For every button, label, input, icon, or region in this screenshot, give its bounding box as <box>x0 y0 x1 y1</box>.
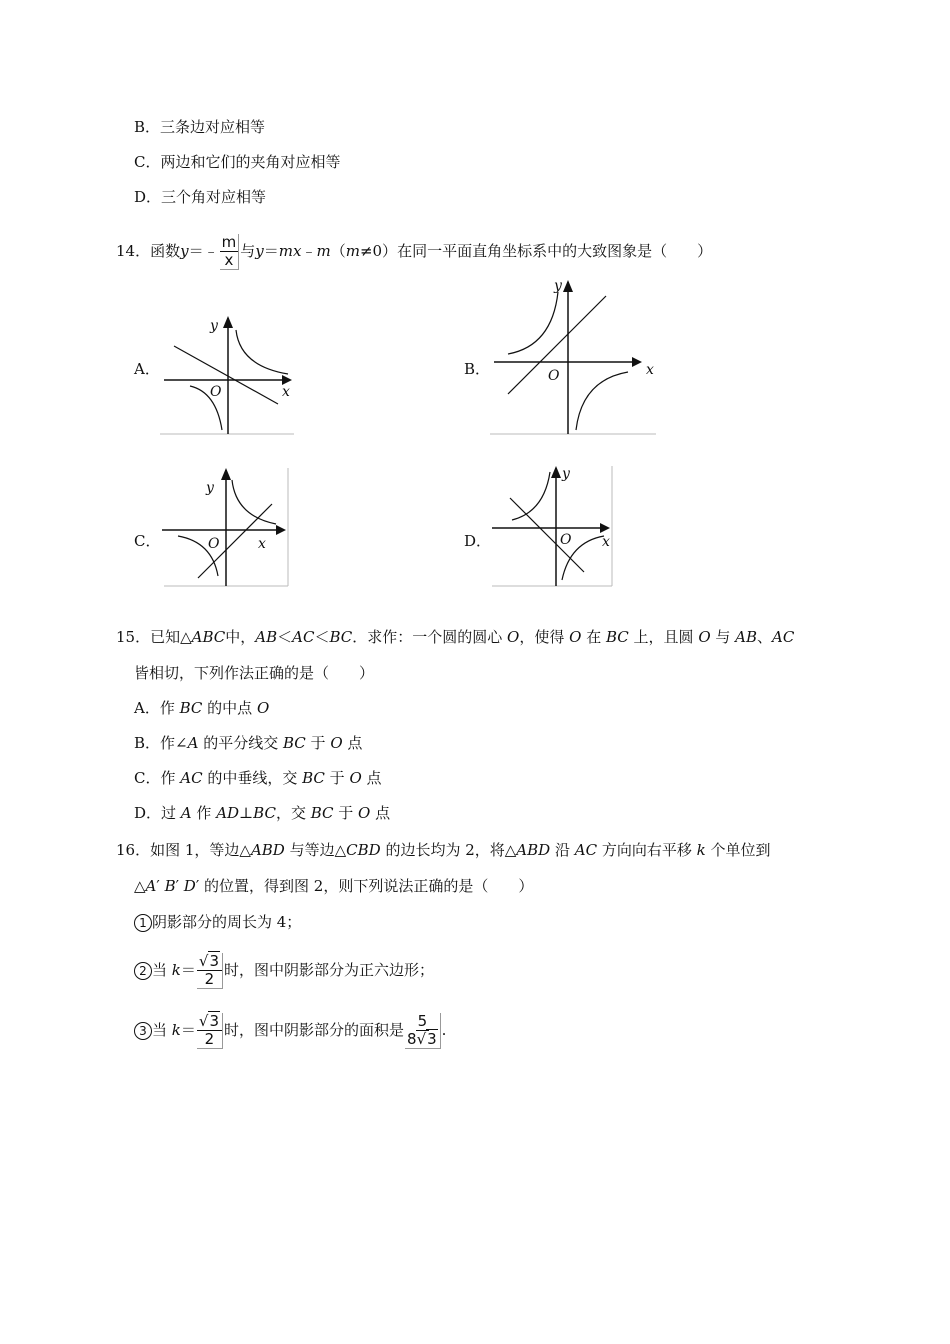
circled-number-1: 1 <box>134 914 152 932</box>
math-variable: AB <box>255 628 278 646</box>
q13-option-b: B．三条边对应相等 <box>134 118 266 136</box>
text-run: 、 <box>757 628 773 646</box>
text-run: 沿 <box>550 841 575 859</box>
q16-statement-3: 3 当 k＝ $\frac{√3}{2}$ 时，图中阴影部分的面积是 $\frac{5}{8√3}$ . <box>134 1012 446 1049</box>
q15-stem-line2: 皆相切，下列作法正确的是（ ） <box>134 664 375 682</box>
text-run: ⊥ <box>239 804 254 822</box>
graph-d-y-label: y <box>562 466 570 482</box>
text-run: 中， <box>225 628 256 646</box>
math-variable: BC <box>179 699 203 717</box>
circled-number-3: 3 <box>134 1022 152 1040</box>
graph-c-hyperbola-upper <box>232 480 276 524</box>
text-run: ，使得 <box>519 628 570 646</box>
graph-c-y-arrow <box>221 468 231 480</box>
math-variable: BC <box>605 628 629 646</box>
text-run: 的边长均为 2，将△ <box>380 841 517 859</box>
text-run: ．求作：一个圆的圆心 <box>352 628 508 646</box>
text-run: 与 <box>710 628 736 646</box>
q14-fraction: $\frac{m}{x}$ <box>220 234 240 270</box>
text-run: ＜ <box>277 628 293 646</box>
math-variable: BC <box>253 804 276 822</box>
graph-d-y-arrow <box>551 466 561 478</box>
circled-number-2: 2 <box>134 962 152 980</box>
math-variable: O <box>507 628 520 646</box>
graph-d-origin: O <box>560 532 572 548</box>
math-variable: AC <box>574 841 598 859</box>
math-variable: D <box>183 877 196 895</box>
q16-s3-answer-fraction: $\frac{5}{8√3}$ <box>405 1013 441 1049</box>
q14-graph-a <box>160 310 300 436</box>
q16-statement-2: 2 当 k＝ $\frac{√3}{2}$ 时，图中阴影部分为正六边形； <box>134 952 434 989</box>
graph-a-line <box>174 346 278 404</box>
text-run: 的中垂线，交 <box>202 769 303 787</box>
text-run: 与等边△ <box>284 841 347 859</box>
math-variable: BC <box>329 628 353 646</box>
math-variable: CBD <box>346 841 381 859</box>
text-run: D．过 <box>134 804 181 822</box>
math-variable: O <box>698 628 711 646</box>
text-run: △ <box>134 877 146 895</box>
math-variable: ABD <box>250 841 285 859</box>
text-run: 的平分线交 <box>198 734 283 752</box>
q16-s3-fraction: $\frac{√3}{2}$ <box>197 1013 223 1049</box>
q14-graph-b <box>490 270 665 436</box>
text-run: ＜ <box>314 628 330 646</box>
graph-c-y-label: y <box>206 480 214 496</box>
graph-a-hyperbola-upper <box>236 330 288 374</box>
q13-option-c: C．两边和它们的夹角对应相等 <box>134 153 341 171</box>
text-run: ′ <box>175 877 184 895</box>
math-variable: ABC <box>191 628 226 646</box>
graph-a-y-label: y <box>210 318 218 334</box>
graph-c-x-label: x <box>258 536 266 552</box>
math-variable: A <box>187 734 199 752</box>
text-run: 上，且圆 <box>628 628 699 646</box>
text-run: ′ <box>156 877 165 895</box>
math-variable: BC <box>302 769 325 787</box>
q16-stem-line2 <box>134 876 533 896</box>
math-variable: BC <box>282 734 306 752</box>
graph-c-origin: O <box>208 536 220 552</box>
math-variable: O <box>358 804 371 822</box>
q14-label-d: D． <box>464 532 492 550</box>
q15-option-d <box>134 803 390 823</box>
math-variable: BC <box>310 804 334 822</box>
q15-option-a <box>134 698 269 718</box>
text-run: 15．已知△ <box>116 628 192 646</box>
text-run: 在 <box>581 628 606 646</box>
math-variable: O <box>330 734 343 752</box>
math-variable: A <box>145 877 157 895</box>
q14-label-c: C． <box>134 532 161 550</box>
text-run: 于 <box>305 734 331 752</box>
text-run: A．作 <box>134 699 180 717</box>
math-variable: O <box>569 628 582 646</box>
math-variable: AB <box>735 628 758 646</box>
graph-d-x-arrow <box>600 523 610 533</box>
math-variable: AD <box>216 804 240 822</box>
q15-stem-line1 <box>116 627 794 647</box>
graph-b-origin: O <box>548 368 560 384</box>
text-run: 作 <box>191 804 217 822</box>
text-run: 16．如图 1，等边△ <box>116 841 251 859</box>
q15-option-b <box>134 733 362 753</box>
graph-a-x-label: x <box>282 384 290 400</box>
text-run: 于 <box>324 769 350 787</box>
q14-graph-d <box>490 462 618 588</box>
math-variable: A <box>180 804 192 822</box>
text-run: ，交 <box>275 804 311 822</box>
graph-d-x-label: x <box>602 534 610 550</box>
graph-d-hyperbola-upper <box>512 472 550 520</box>
q14-stem: 14．函数y＝﹣ $\frac{m}{x}$ 与y＝mx﹣m（m≠0）在同一平面直角坐标系中的大致图象是（ ） <box>116 233 713 269</box>
graph-d-line <box>510 498 584 572</box>
text-run: 点 <box>370 804 391 822</box>
text-run: B．作∠ <box>134 734 188 752</box>
q14-label-a: A． <box>134 360 160 378</box>
math-variable: AC <box>180 769 203 787</box>
graph-b-y-arrow <box>563 280 573 292</box>
math-variable: O <box>349 769 362 787</box>
graph-a-origin: O <box>210 384 222 400</box>
math-variable: AC <box>292 628 315 646</box>
q14-graph-c <box>160 464 294 588</box>
text-run: ′ 的位置，得到图 2，则下列说法正确的是（ ） <box>195 877 534 895</box>
q16-statement-1: 1 阴影部分的周长为 4； <box>134 912 301 932</box>
q16-stem-line1 <box>116 840 770 860</box>
graph-b-x-label: x <box>646 362 654 378</box>
graph-b-hyperbola-upper <box>508 292 558 354</box>
q14-label-b: B． <box>464 360 491 378</box>
text-run: 方向向右平移 <box>597 841 697 859</box>
math-variable: B <box>164 877 176 895</box>
q15-option-c <box>134 768 382 788</box>
graph-b-y-label: y <box>554 278 562 294</box>
text-run: 的中点 <box>202 699 257 717</box>
text-run: 点 <box>361 769 382 787</box>
text-run: 于 <box>333 804 359 822</box>
text-run: 个单位到 <box>705 841 771 859</box>
math-variable: ABD <box>516 841 551 859</box>
math-variable: k <box>696 841 706 859</box>
graph-a-y-arrow <box>223 316 233 328</box>
q16-s2-fraction: $\frac{√3}{2}$ <box>197 953 223 989</box>
math-variable: O <box>256 699 270 717</box>
graph-c-x-arrow <box>276 525 286 535</box>
graph-b-x-arrow <box>632 357 642 367</box>
graph-b-hyperbola-lower <box>576 372 628 430</box>
text-run: 点 <box>342 734 363 752</box>
text-run: C．作 <box>134 769 181 787</box>
math-variable: AC <box>772 628 795 646</box>
q13-option-d: D．三个角对应相等 <box>134 188 267 206</box>
